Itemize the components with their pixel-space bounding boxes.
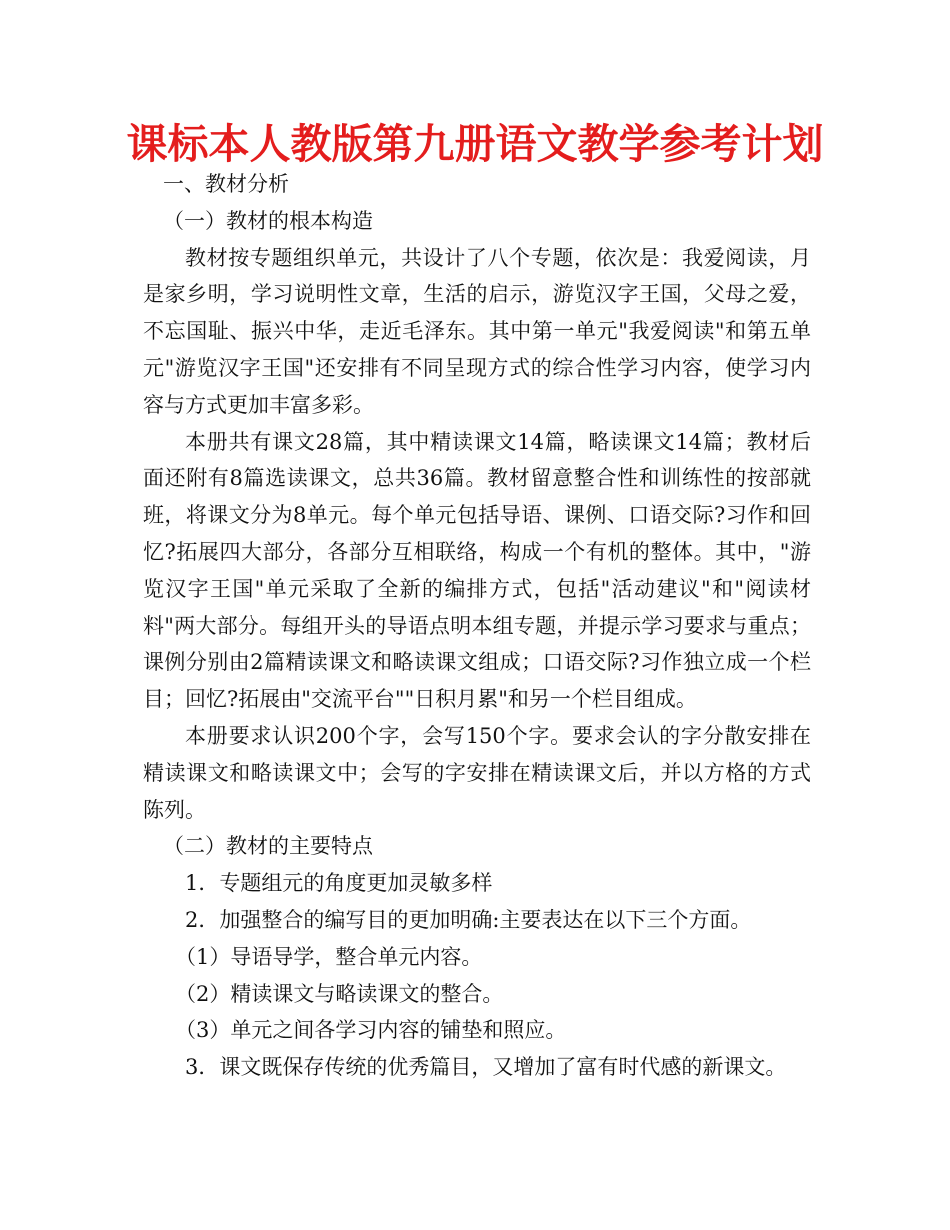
list-item-3: 3．课文既保存传统的优秀篇目，又增加了富有时代感的新课文。 xyxy=(185,1055,787,1080)
list-item-2: 2．加强整合的编写目的更加明确:主要表达在以下三个方面。 xyxy=(185,907,752,932)
list-item-1: 1．专题组元的角度更加灵敏多样 xyxy=(185,871,493,896)
document-body xyxy=(143,166,811,1086)
list-subitem-1: （1）导语导学，整合单元内容。 xyxy=(175,944,483,969)
subsection-heading-1: （一）教材的根本构造 xyxy=(163,208,373,233)
paragraph-structure: 教材按专题组织单元，共设计了八个专题，依次是：我爱阅读，月是家乡明，学习说明性文章，生活的启示，游览汉字王国，父母之爱，不忘国耻、振兴中华，走近毛泽东。其中第一单元"我爱阅读"和第五单元"游览汉字王国"还安排有不同呈现方式的综合性学习内容，使学习内容与方式更加丰富多彩。 xyxy=(143,245,811,417)
section-heading-1: 一、教材分析 xyxy=(163,172,289,196)
list-subitem-3: （3）单元之间各学习内容的铺垫和照应。 xyxy=(175,1018,567,1043)
subsection-heading-2: （二）教材的主要特点 xyxy=(163,834,373,859)
list-subitem-2: （2）精读课文与略读课文的整合。 xyxy=(175,981,504,1006)
paragraph-lessons: 本册共有课文28篇，其中精读课文14篇，略读课文14篇；教材后面还附有8篇选读课文，总共36篇。教材留意整合性和训练性的按部就班，将课文分为8单元。每个单元包括导语、课例、口语交际?习作和回忆?拓展四大部分，各部分互相联络，构成一个有机的整体。其中，"游览汉字王国"单元采取了全新的编排方式，包括"活动建议"和"阅读材料"两大部分。每组开头的导语点明本组专题，并提示学习要求与重点；课例分别由2篇精读课文和略读课文组成；口语交际?习作独立成一个栏目；回忆?拓展由"交流平台""日积月累"和另一个栏目组成。 xyxy=(143,429,811,712)
paragraph-characters: 本册要求认识200个字，会写150个字。要求会认的字分散安排在精读课文和略读课文中；会写的字安排在精读课文后，并以方格的方式陈列。 xyxy=(143,723,811,822)
document-title: 课标本人教版第九册语文教学参考计划 xyxy=(126,120,824,168)
